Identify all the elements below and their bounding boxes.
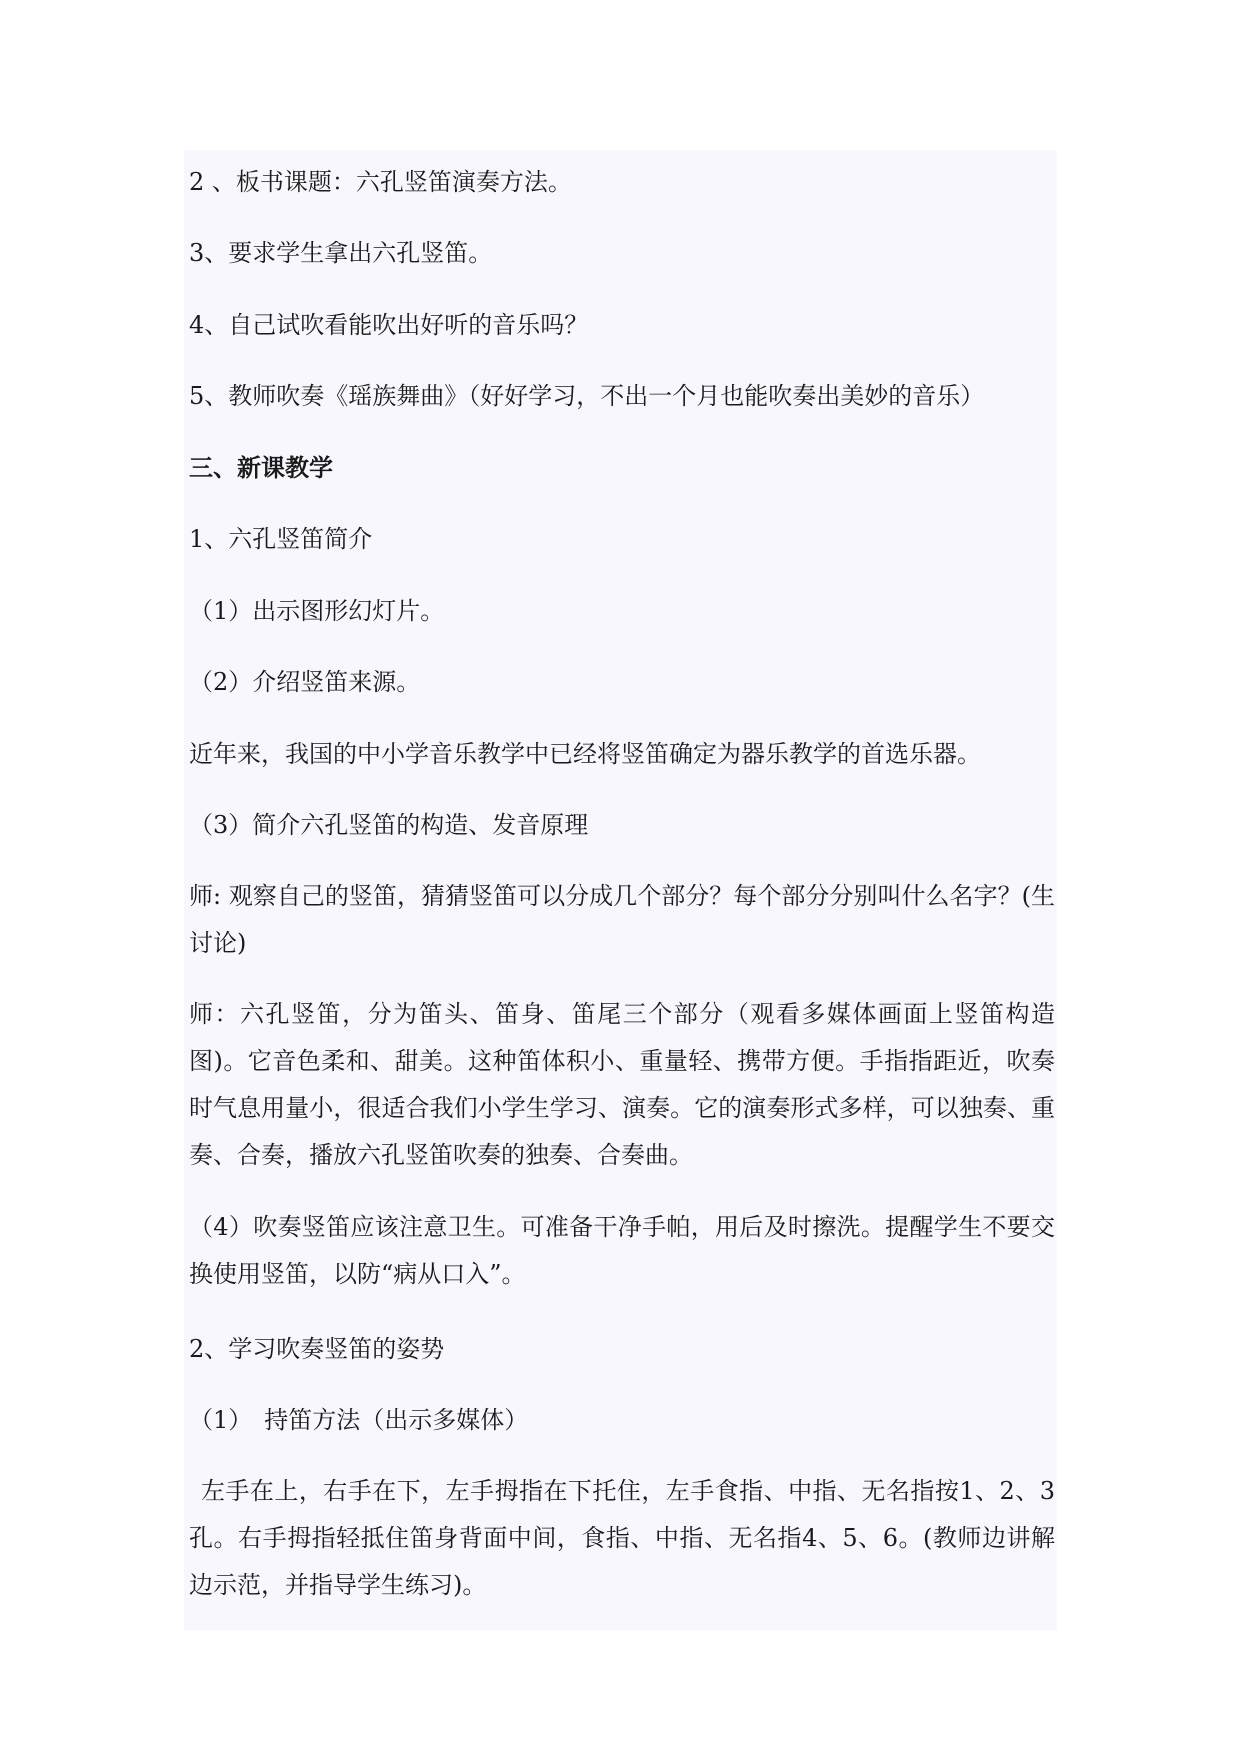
subheading-posture: 2、学习吹奏竖笛的姿势 xyxy=(189,1335,445,1363)
text-line-step-3: 3、要求学生拿出六孔竖笛。 xyxy=(189,239,493,267)
text-line-holding-method: （1） 持笛方法（出示多媒体） xyxy=(189,1406,529,1434)
section-heading-new-lesson: 三、新课教学 xyxy=(189,453,333,482)
paragraph-observe: 师: 观察自己的竖笛，猜猜竖笛可以分成几个部分？每个部分分别叫什么名字？(生讨论) xyxy=(189,882,1055,957)
text-line-slides: （1）出示图形幻灯片。 xyxy=(189,597,445,625)
paragraph-flute-description: 师：六孔竖笛，分为笛头、笛身、笛尾三个部分（观看多媒体画面上竖笛构造图)。它音色柔和、甜美。这种笛体积小、重量轻、携带方便。手指指距近，吹奏时气息用量小，很适合我们小学生学习、演奏。它的演奏形式多样，可以独奏、重奏、合奏，播放六孔竖笛吹奏的独奏、合奏曲。 xyxy=(189,1000,1055,1169)
text-line-step-2: 2 、板书课题：六孔竖笛演奏方法。 xyxy=(189,168,572,196)
text-line-structure: （3）简介六孔竖笛的构造、发音原理 xyxy=(189,811,589,839)
paragraph-hygiene: （4）吹奏竖笛应该注意卫生。可准备干净手帕，用后及时擦洗。提醒学生不要交换使用竖笛，以防“病从口入”。 xyxy=(189,1213,1055,1288)
paragraph-finger-positions: 左手在上，右手在下，左手拇指在下托住，左手食指、中指、无名指按1、2、3孔。右手拇指轻抵住笛身背面中间，食指、中指、无名指4、5、6。(教师边讲解边示范，并指导学生练习)。 xyxy=(189,1477,1055,1599)
text-line-origin: （2）介绍竖笛来源。 xyxy=(189,668,421,696)
text-line-step-4: 4、自己试吹看能吹出好听的音乐吗？ xyxy=(189,311,589,339)
subheading-flute-intro: 1、六孔竖笛简介 xyxy=(189,525,373,553)
text-line-recent-years: 近年来，我国的中小学音乐教学中已经将竖笛确定为器乐教学的首选乐器。 xyxy=(189,740,981,768)
text-line-step-5: 5、教师吹奏《瑶族舞曲》（好好学习，不出一个月也能吹奏出美妙的音乐） xyxy=(189,382,985,410)
